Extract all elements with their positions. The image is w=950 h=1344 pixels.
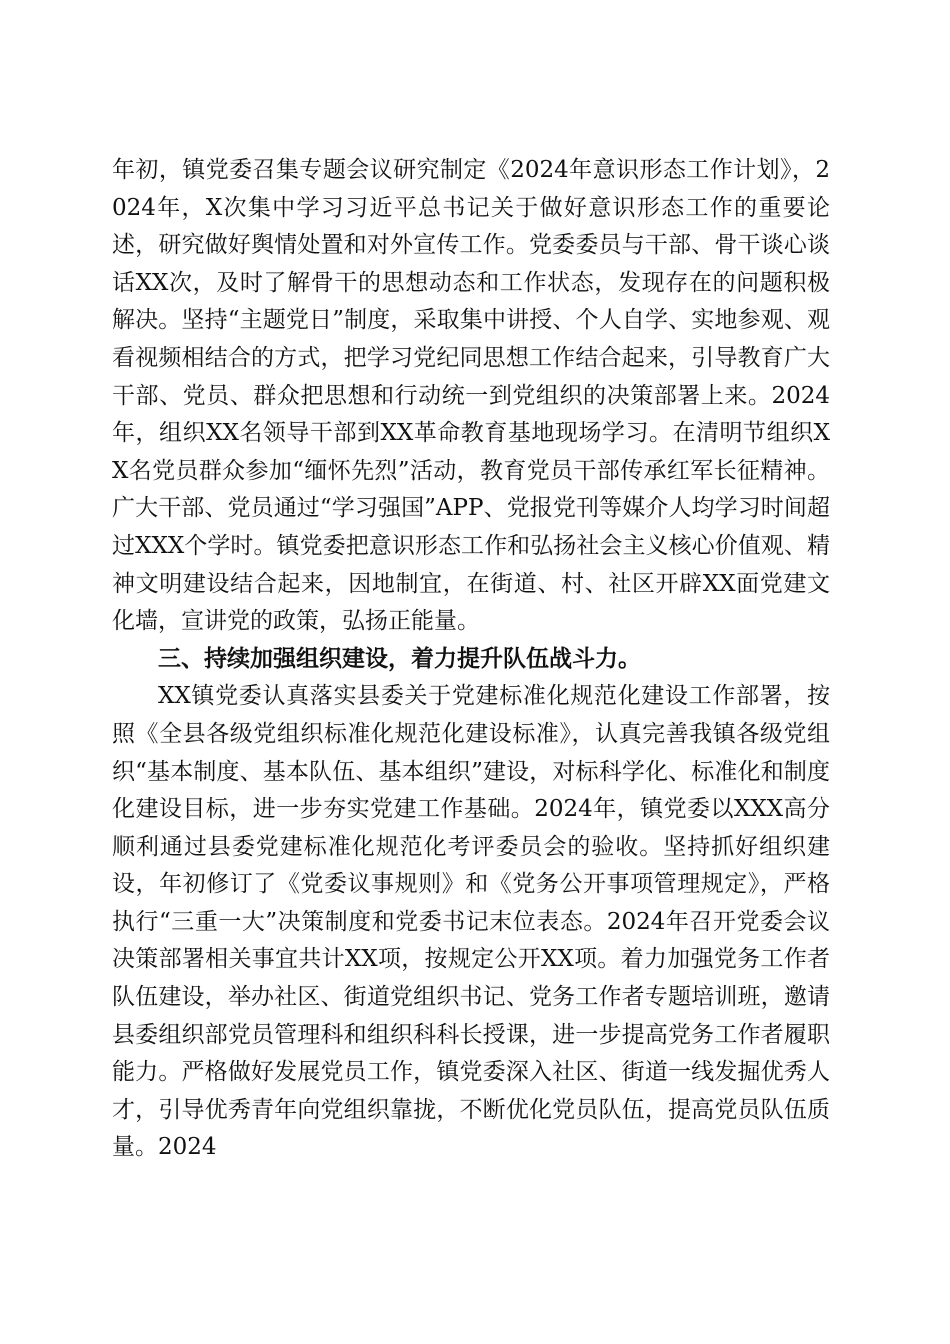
body-paragraph-2: XX镇党委认真落实县委关于党建标准化规范化建设工作部署，按照《全县各级党组织标准化规范化建设标准》，认真完善我镇各级党组织“基本制度、基本队伍、基本组织”建设，对标科学化、标准化和制度化建设目标，进一步夯实党建工作基础。2024年，镇党委以XXX高分顺利通过县委党建标准化规范化考评委员会的验收。坚持抓好组织建设，年初修订了《党委议事规则》和《党务公开事项管理规定》，严格执行“三重一大”决策制度和党委书记末位表态。2024年召开党委会议决策部署相关事宜共计XX项，按规定公开XX项。着力加强党务工作者队伍建设，举办社区、街道党组织书记、党务工作者专题培训班，邀请县委组织部党员管理科和组织科科长授课，进一步提高党务工作者履职能力。严格做好发展党员工作，镇党委深入社区、街道一线发掘优秀人才，引导优秀青年向党组织靠拢，不断优化党员队伍，提高党员队伍质量。2024 <box>112 683 830 1161</box>
section-heading: 三、持续加强组织建设，着力提升队伍战斗力。 <box>158 645 641 672</box>
document-body <box>112 152 830 1167</box>
body-paragraph-1: 年初，镇党委召集专题会议研究制定《2024年意识形态工作计划》，2024年，X次集中学习习近平总书记关于做好意识形态工作的重要论述，研究做好舆情处置和对外宣传工作。党委委员与干部、骨干谈心谈话XX次，及时了解骨干的思想动态和工作状态，发现存在的问题积极解决。坚持“主题党日”制度，采取集中讲授、个人自学、实地参观、观看视频相结合的方式，把学习党纪同思想工作结合起来，引导教育广大干部、党员、群众把思想和行动统一到党组织的决策部署上来。2024年，组织XX名领导干部到XX革命教育基地现场学习。在清明节组织XX名党员群众参加“缅怀先烈”活动，教育党员干部传承红军长征精神。广大干部、党员通过“学习强国”APP、党报党刊等媒介人均学习时间超过XXX个学时。镇党委把意识形态工作和弘扬社会主义核心价值观、精神文明建设结合起来，因地制宜，在街道、村、社区开辟XX面党建文化墙，宣讲党的政策，弘扬正能量。 <box>112 157 830 635</box>
